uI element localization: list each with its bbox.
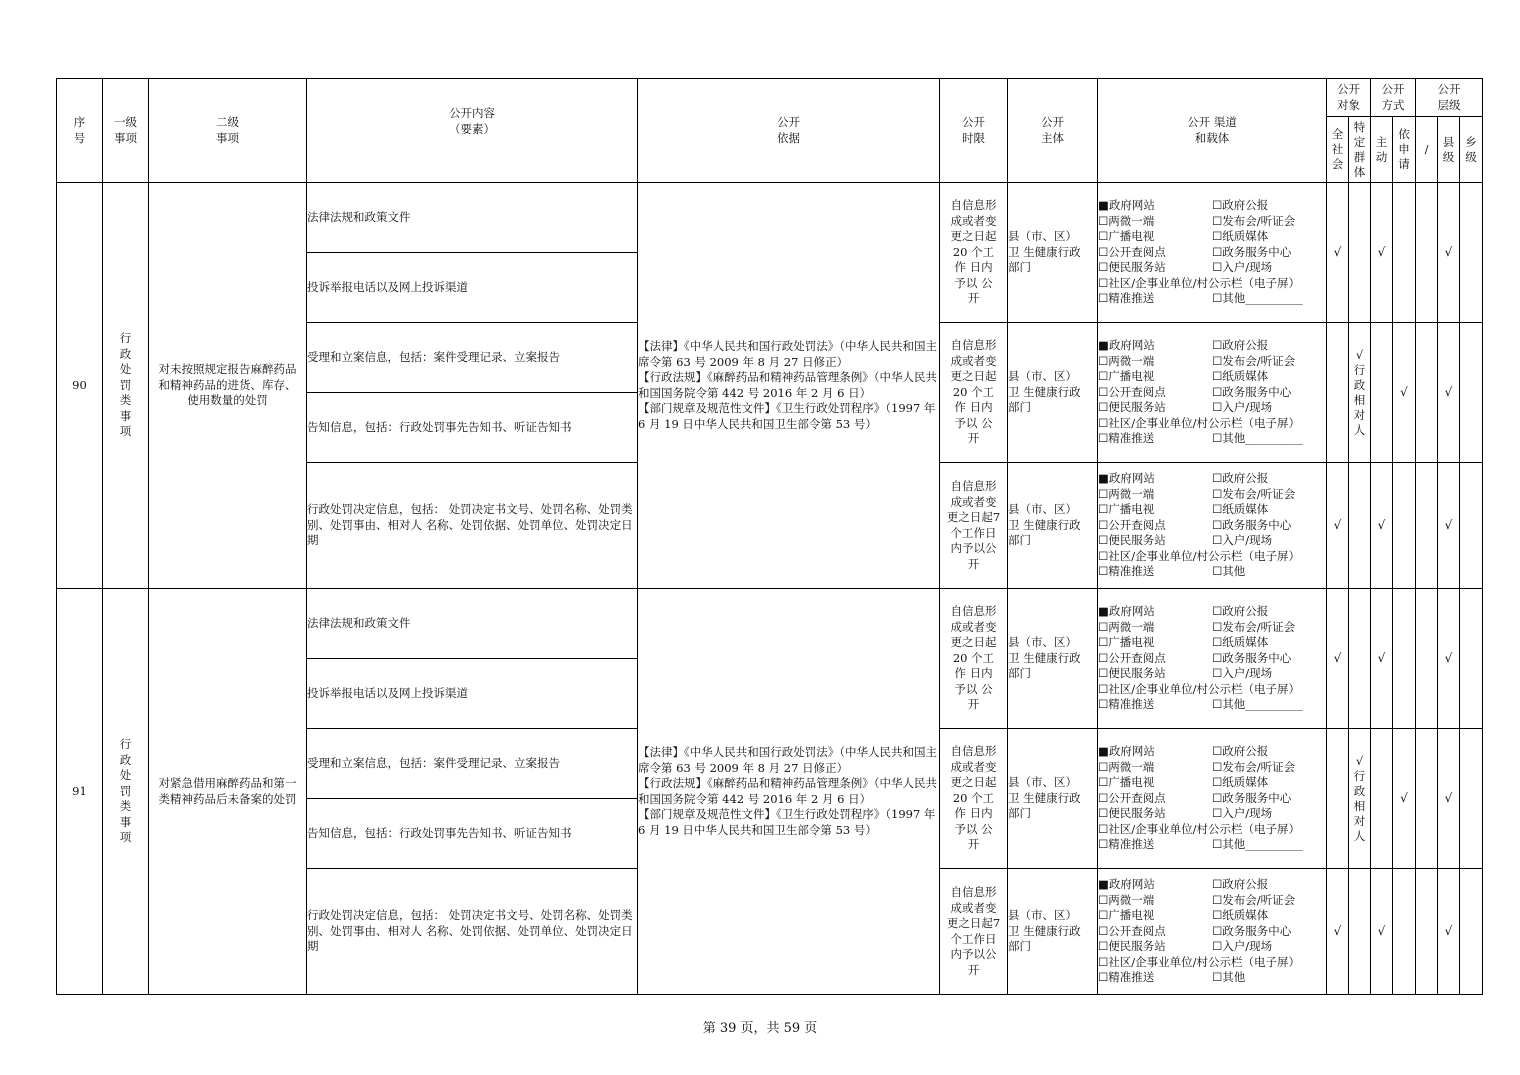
content-filing: 受理和立案信息，包括：案件受理记录、立案报告 bbox=[307, 323, 638, 393]
check-request: √ bbox=[1393, 323, 1416, 463]
check-specific bbox=[1349, 183, 1371, 323]
channel-reading: ☐公开查阅点 bbox=[1098, 244, 1166, 259]
channels bbox=[1098, 589, 1327, 729]
item-level1: 行 政 处 罚 类 事 项 bbox=[103, 183, 149, 589]
channel-paper: ☐纸质媒体 bbox=[1212, 502, 1269, 517]
item-level2: 对紧急借用麻醉药品和第一类精神药品后未备案的处罚 bbox=[149, 589, 307, 995]
check-slash bbox=[1416, 869, 1438, 995]
channel-door: ☐入户/现场 bbox=[1212, 400, 1273, 415]
header-channels: 公开 渠道 和载体 bbox=[1098, 79, 1327, 183]
item-seq: 90 bbox=[57, 183, 103, 589]
channel-service: ☐政务服务中心 bbox=[1212, 650, 1292, 665]
check-specific bbox=[1349, 589, 1371, 729]
check-active bbox=[1371, 729, 1393, 869]
channel-press: ☐发布会/听证会 bbox=[1212, 353, 1296, 368]
channel-gov-website: ■政府网站 bbox=[1098, 877, 1155, 892]
subject: 县（市、区） 卫 生健康行政 部门 bbox=[1008, 729, 1098, 869]
time-limit: 自信息形 成或者变 更之日起 20 个工 作 日内 予以 公 开 bbox=[940, 323, 1008, 463]
channel-press: ☐发布会/听证会 bbox=[1212, 213, 1296, 228]
disclosure-table bbox=[56, 78, 1483, 995]
header-seq: 序 号 bbox=[57, 79, 103, 183]
subject: 县（市、区） 卫 生健康行政 部门 bbox=[1008, 323, 1098, 463]
channel-app: ☐两微一端 bbox=[1098, 486, 1155, 501]
header-tier: 公开 层级 bbox=[1416, 79, 1483, 117]
check-town bbox=[1460, 183, 1483, 323]
channel-gov-website: ■政府网站 bbox=[1098, 471, 1155, 486]
time-limit: 自信息形 成或者变 更之日起 20 个工 作 日内 予以 公 开 bbox=[940, 589, 1008, 729]
channel-paper: ☐纸质媒体 bbox=[1212, 908, 1269, 923]
item-level2: 对未按照规定报告麻醉药品和精神药品的进货、库存、使用数量的处罚 bbox=[149, 183, 307, 589]
channel-other: ☐其他__________ bbox=[1212, 431, 1303, 446]
header-target-specific: 特 定 群 体 bbox=[1349, 117, 1371, 183]
check-all bbox=[1327, 729, 1349, 869]
channel-reading: ☐公开查阅点 bbox=[1098, 384, 1166, 399]
channel-service: ☐政务服务中心 bbox=[1212, 244, 1292, 259]
check-town bbox=[1460, 729, 1483, 869]
channel-reading: ☐公开查阅点 bbox=[1098, 923, 1166, 938]
check-slash bbox=[1416, 183, 1438, 323]
check-specific bbox=[1349, 463, 1371, 589]
header-mode-active: 主 动 bbox=[1371, 117, 1393, 183]
channel-other: ☐其他__________ bbox=[1212, 697, 1303, 712]
channel-push: ☐精准推送 bbox=[1098, 291, 1155, 306]
channel-station: ☐便民服务站 bbox=[1098, 400, 1166, 415]
time-limit: 自信息形 成或者变 更之日起7 个工作日 内予以公 开 bbox=[940, 463, 1008, 589]
channel-press: ☐发布会/听证会 bbox=[1212, 759, 1296, 774]
channel-door: ☐入户/现场 bbox=[1212, 260, 1273, 275]
check-request bbox=[1393, 869, 1416, 995]
channel-other: ☐其他__________ bbox=[1212, 291, 1303, 306]
check-county: √ bbox=[1438, 463, 1460, 589]
channel-gazette: ☐政府公报 bbox=[1212, 338, 1269, 353]
channel-gazette: ☐政府公报 bbox=[1212, 198, 1269, 213]
check-county: √ bbox=[1438, 729, 1460, 869]
channel-board: ☐社区/企事业单位/村公示栏（电子屏） bbox=[1098, 954, 1301, 969]
item-level1: 行 政 处 罚 类 事 项 bbox=[103, 589, 149, 995]
channel-tv: ☐广播电视 bbox=[1098, 775, 1155, 790]
header-target: 公开 对象 bbox=[1327, 79, 1371, 117]
content-decision: 行政处罚决定信息，包括： 处罚决定书文号、处罚名称、处罚类别、处罚事由、相对人 名称、处罚依据、处罚单位、处罚决定日期 bbox=[307, 869, 638, 995]
check-town bbox=[1460, 869, 1483, 995]
channel-reading: ☐公开查阅点 bbox=[1098, 650, 1166, 665]
check-county: √ bbox=[1438, 323, 1460, 463]
header-level2: 二级 事项 bbox=[149, 79, 307, 183]
channel-gazette: ☐政府公报 bbox=[1212, 744, 1269, 759]
channel-app: ☐两微一端 bbox=[1098, 619, 1155, 634]
check-request bbox=[1393, 183, 1416, 323]
content-laws: 法律法规和政策文件 bbox=[307, 183, 638, 253]
channels bbox=[1098, 463, 1327, 589]
channel-reading: ☐公开查阅点 bbox=[1098, 517, 1166, 532]
time-limit: 自信息形 成或者变 更之日起7 个工作日 内予以公 开 bbox=[940, 869, 1008, 995]
channel-door: ☐入户/现场 bbox=[1212, 806, 1273, 821]
channel-service: ☐政务服务中心 bbox=[1212, 790, 1292, 805]
item-basis: 【法律】《中华人民共和国行政处罚法》（中华人民共和国主席令第 63 号 2009 年 8 月 27 日修正） 【行政法规】《麻醉药品和精神药品管理条例》（中华人民共和国国务院令第 442 号 2016 年 2 月 6 日） 【部门规章及规范性文件】《卫生行政处罚程序》（1997 年 6 月 19 日中华人民共和国卫生部令第 53 号） bbox=[638, 183, 940, 589]
channel-paper: ☐纸质媒体 bbox=[1212, 369, 1269, 384]
content-notice: 告知信息，包括：行政处罚事先告知书、听证告知书 bbox=[307, 393, 638, 463]
header-tier-town: 乡 级 bbox=[1460, 117, 1483, 183]
header-tier-county: 县 级 bbox=[1438, 117, 1460, 183]
channel-gov-website: ■政府网站 bbox=[1098, 604, 1155, 619]
header-mode-request: 依 申 请 bbox=[1393, 117, 1416, 183]
channel-board: ☐社区/企事业单位/村公示栏（电子屏） bbox=[1098, 821, 1301, 836]
channel-door: ☐入户/现场 bbox=[1212, 533, 1273, 548]
item-seq: 91 bbox=[57, 589, 103, 995]
content-filing: 受理和立案信息，包括：案件受理记录、立案报告 bbox=[307, 729, 638, 799]
check-all: √ bbox=[1327, 183, 1349, 323]
channel-station: ☐便民服务站 bbox=[1098, 806, 1166, 821]
check-slash bbox=[1416, 729, 1438, 869]
channel-paper: ☐纸质媒体 bbox=[1212, 775, 1269, 790]
channel-other: ☐其他 bbox=[1212, 564, 1246, 579]
check-all: √ bbox=[1327, 463, 1349, 589]
channel-tv: ☐广播电视 bbox=[1098, 502, 1155, 517]
check-all bbox=[1327, 323, 1349, 463]
header-time: 公开 时限 bbox=[940, 79, 1008, 183]
header-target-all: 全 社 会 bbox=[1327, 117, 1349, 183]
channel-app: ☐两微一端 bbox=[1098, 213, 1155, 228]
header-mode: 公开 方式 bbox=[1371, 79, 1416, 117]
check-active bbox=[1371, 323, 1393, 463]
subject: 县（市、区） 卫 生健康行政 部门 bbox=[1008, 589, 1098, 729]
check-active: √ bbox=[1371, 183, 1393, 323]
channels bbox=[1098, 729, 1327, 869]
channel-gov-website: ■政府网站 bbox=[1098, 198, 1155, 213]
channel-tv: ☐广播电视 bbox=[1098, 369, 1155, 384]
channel-service: ☐政务服务中心 bbox=[1212, 384, 1292, 399]
channel-board: ☐社区/企事业单位/村公示栏（电子屏） bbox=[1098, 681, 1301, 696]
page-footer: 第 39 页，共 59 页 bbox=[702, 1021, 818, 1036]
content-notice: 告知信息，包括：行政处罚事先告知书、听证告知书 bbox=[307, 799, 638, 869]
channel-push: ☐精准推送 bbox=[1098, 431, 1155, 446]
table-row bbox=[57, 183, 1483, 253]
content-laws: 法律法规和政策文件 bbox=[307, 589, 638, 659]
check-county: √ bbox=[1438, 869, 1460, 995]
time-limit: 自信息形 成或者变 更之日起 20 个工 作 日内 予以 公 开 bbox=[940, 729, 1008, 869]
check-request: √ bbox=[1393, 729, 1416, 869]
channel-app: ☐两微一端 bbox=[1098, 759, 1155, 774]
channel-board: ☐社区/企事业单位/村公示栏（电子屏） bbox=[1098, 548, 1301, 563]
check-active: √ bbox=[1371, 463, 1393, 589]
channel-reading: ☐公开查阅点 bbox=[1098, 790, 1166, 805]
check-specific-party: √ 行 政 相 对 人 bbox=[1349, 323, 1371, 463]
channel-push: ☐精准推送 bbox=[1098, 837, 1155, 852]
channel-tv: ☐广播电视 bbox=[1098, 635, 1155, 650]
channel-gov-website: ■政府网站 bbox=[1098, 338, 1155, 353]
check-active: √ bbox=[1371, 869, 1393, 995]
channel-station: ☐便民服务站 bbox=[1098, 666, 1166, 681]
content-complaint: 投诉举报电话以及网上投诉渠道 bbox=[307, 659, 638, 729]
channel-paper: ☐纸质媒体 bbox=[1212, 635, 1269, 650]
check-town bbox=[1460, 463, 1483, 589]
content-complaint: 投诉举报电话以及网上投诉渠道 bbox=[307, 253, 638, 323]
check-county: √ bbox=[1438, 183, 1460, 323]
channel-station: ☐便民服务站 bbox=[1098, 533, 1166, 548]
channel-station: ☐便民服务站 bbox=[1098, 939, 1166, 954]
check-specific bbox=[1349, 869, 1371, 995]
check-all: √ bbox=[1327, 869, 1349, 995]
channel-push: ☐精准推送 bbox=[1098, 564, 1155, 579]
channel-press: ☐发布会/听证会 bbox=[1212, 486, 1296, 501]
channel-tv: ☐广播电视 bbox=[1098, 229, 1155, 244]
check-all: √ bbox=[1327, 589, 1349, 729]
header-subject: 公开 主体 bbox=[1008, 79, 1098, 183]
header-slash: / bbox=[1416, 117, 1438, 183]
channel-press: ☐发布会/听证会 bbox=[1212, 892, 1296, 907]
channel-other: ☐其他__________ bbox=[1212, 837, 1303, 852]
header-content: 公开内容 （要素） bbox=[307, 79, 638, 183]
channel-gov-website: ■政府网站 bbox=[1098, 744, 1155, 759]
channel-push: ☐精准推送 bbox=[1098, 970, 1155, 985]
check-county: √ bbox=[1438, 589, 1460, 729]
table-row bbox=[57, 589, 1483, 659]
channels bbox=[1098, 183, 1327, 323]
channel-service: ☐政务服务中心 bbox=[1212, 517, 1292, 532]
channel-door: ☐入户/现场 bbox=[1212, 939, 1273, 954]
channel-app: ☐两微一端 bbox=[1098, 892, 1155, 907]
check-town bbox=[1460, 589, 1483, 729]
header-basis: 公开 依据 bbox=[638, 79, 940, 183]
channel-door: ☐入户/现场 bbox=[1212, 666, 1273, 681]
channel-press: ☐发布会/听证会 bbox=[1212, 619, 1296, 634]
check-slash bbox=[1416, 323, 1438, 463]
check-slash bbox=[1416, 589, 1438, 729]
channels bbox=[1098, 869, 1327, 995]
content-decision: 行政处罚决定信息，包括： 处罚决定书文号、处罚名称、处罚类别、处罚事由、相对人 名称、处罚依据、处罚单位、处罚决定日期 bbox=[307, 463, 638, 589]
channel-push: ☐精准推送 bbox=[1098, 697, 1155, 712]
channel-gazette: ☐政府公报 bbox=[1212, 877, 1269, 892]
subject: 县（市、区） 卫 生健康行政 部门 bbox=[1008, 183, 1098, 323]
item-basis: 【法律】《中华人民共和国行政处罚法》（中华人民共和国主席令第 63 号 2009 年 8 月 27 日修正） 【行政法规】《麻醉药品和精神药品管理条例》（中华人民共和国国务院令第 442 号 2016 年 2 月 6 日） 【部门规章及规范性文件】《卫生行政处罚程序》（1997 年 6 月 19 日中华人民共和国卫生部令第 53 号） bbox=[638, 589, 940, 995]
channel-gazette: ☐政府公报 bbox=[1212, 471, 1269, 486]
channel-station: ☐便民服务站 bbox=[1098, 260, 1166, 275]
time-limit: 自信息形 成或者变 更之日起 20 个工 作 日内 予以 公 开 bbox=[940, 183, 1008, 323]
channels bbox=[1098, 323, 1327, 463]
header-level1: 一级 事项 bbox=[103, 79, 149, 183]
subject: 县（市、区） 卫 生健康行政 部门 bbox=[1008, 463, 1098, 589]
check-request bbox=[1393, 463, 1416, 589]
check-specific-party: √ 行 政 相 对 人 bbox=[1349, 729, 1371, 869]
channel-gazette: ☐政府公报 bbox=[1212, 604, 1269, 619]
channel-app: ☐两微一端 bbox=[1098, 353, 1155, 368]
check-slash bbox=[1416, 463, 1438, 589]
check-request bbox=[1393, 589, 1416, 729]
check-town bbox=[1460, 323, 1483, 463]
channel-tv: ☐广播电视 bbox=[1098, 908, 1155, 923]
channel-service: ☐政务服务中心 bbox=[1212, 923, 1292, 938]
channel-board: ☐社区/企事业单位/村公示栏（电子屏） bbox=[1098, 275, 1301, 290]
subject: 县（市、区） 卫 生健康行政 部门 bbox=[1008, 869, 1098, 995]
channel-paper: ☐纸质媒体 bbox=[1212, 229, 1269, 244]
channel-board: ☐社区/企事业单位/村公示栏（电子屏） bbox=[1098, 415, 1301, 430]
check-active: √ bbox=[1371, 589, 1393, 729]
channel-other: ☐其他 bbox=[1212, 970, 1246, 985]
